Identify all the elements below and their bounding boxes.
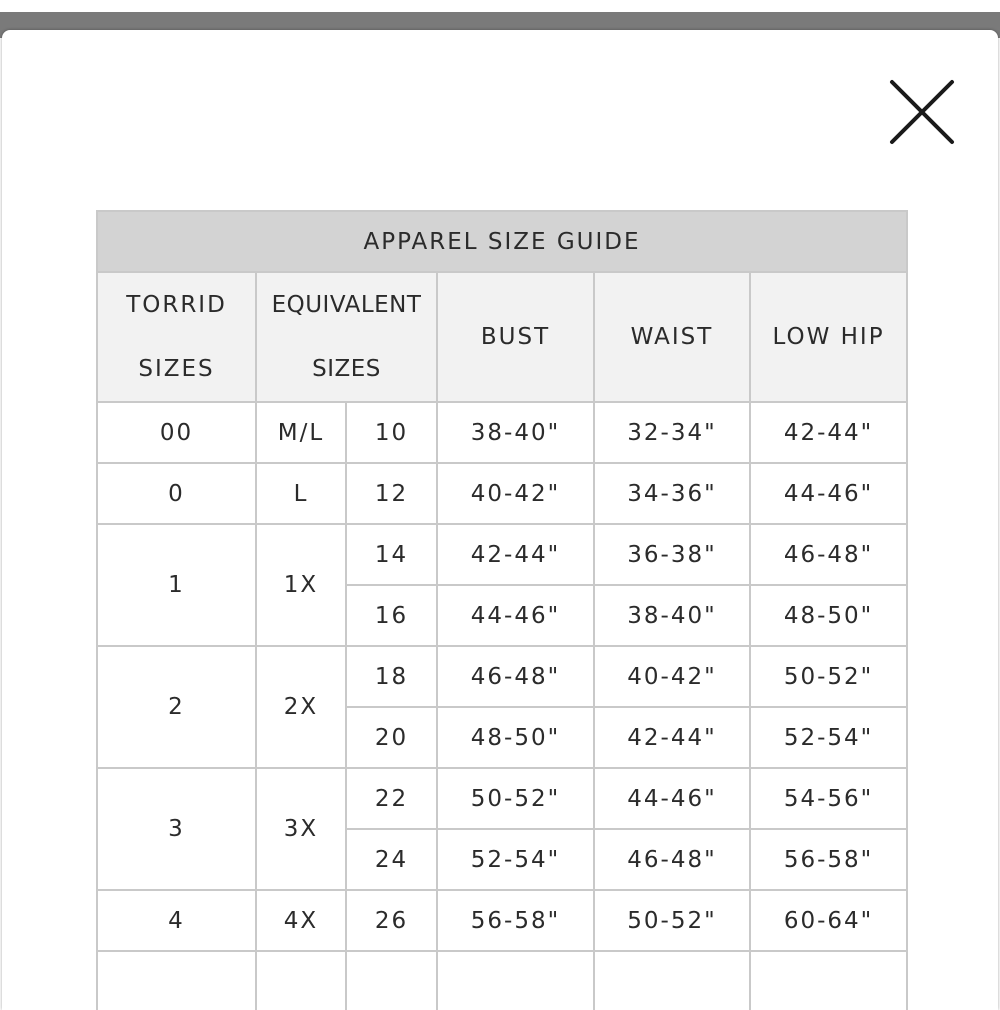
header-waist: WAIST (594, 272, 750, 402)
cell-waist: 44-46" (594, 768, 750, 829)
cell-bust: 50-52" (437, 768, 594, 829)
cell-bust (437, 951, 594, 1010)
cell-waist: 38-40" (594, 585, 750, 646)
cell-hip (750, 951, 907, 1010)
table-row (97, 890, 907, 951)
header-low-hip: LOW HIP (750, 272, 907, 402)
cell-torrid: 0 (97, 463, 256, 524)
cell-bust: 44-46" (437, 585, 594, 646)
cell-bust: 56-58" (437, 890, 594, 951)
table-row (97, 768, 907, 829)
close-button[interactable] (886, 76, 958, 148)
cell-letter: M/L (256, 402, 346, 463)
cell-waist: 36-38" (594, 524, 750, 585)
header-bust: BUST (437, 272, 594, 402)
header-torrid-line2: SIZES (138, 356, 215, 382)
cell-bust: 46-48" (437, 646, 594, 707)
cell-numeric: 16 (346, 585, 437, 646)
cell-waist: 32-34" (594, 402, 750, 463)
cell-waist: 46-48" (594, 829, 750, 890)
table-header-row (97, 272, 907, 402)
cell-hip: 60-64" (750, 890, 907, 951)
size-guide-modal (2, 30, 998, 1010)
cell-hip: 56-58" (750, 829, 907, 890)
cell-hip: 48-50" (750, 585, 907, 646)
table-title-row (97, 211, 907, 272)
size-guide-table (96, 210, 908, 1010)
cell-letter: 1X (256, 524, 346, 646)
cell-letter: 4X (256, 890, 346, 951)
cell-numeric: 22 (346, 768, 437, 829)
header-equiv-line1: EQUIVALENT (271, 292, 422, 318)
cell-numeric: 26 (346, 890, 437, 951)
cell-torrid (97, 951, 256, 1010)
table-row (97, 524, 907, 585)
cell-bust: 40-42" (437, 463, 594, 524)
table-title: APPAREL SIZE GUIDE (97, 211, 907, 272)
cell-letter: 2X (256, 646, 346, 768)
cell-numeric: 10 (346, 402, 437, 463)
table-row-partial (97, 951, 907, 1010)
cell-numeric: 14 (346, 524, 437, 585)
cell-letter (256, 951, 346, 1010)
cell-waist: 34-36" (594, 463, 750, 524)
cell-waist: 50-52" (594, 890, 750, 951)
cell-numeric: 24 (346, 829, 437, 890)
cell-letter: 3X (256, 768, 346, 890)
cell-torrid: 3 (97, 768, 256, 890)
cell-waist: 42-44" (594, 707, 750, 768)
header-torrid-line1: TORRID (126, 292, 227, 318)
cell-waist: 40-42" (594, 646, 750, 707)
cell-letter: L (256, 463, 346, 524)
cell-bust: 48-50" (437, 707, 594, 768)
cell-torrid: 1 (97, 524, 256, 646)
header-equivalent-sizes (256, 272, 437, 402)
cell-hip: 46-48" (750, 524, 907, 585)
header-equiv-line2: SIZES (312, 356, 381, 382)
cell-bust: 52-54" (437, 829, 594, 890)
cell-hip: 54-56" (750, 768, 907, 829)
cell-hip: 50-52" (750, 646, 907, 707)
close-icon (886, 76, 958, 148)
cell-torrid: 00 (97, 402, 256, 463)
cell-bust: 42-44" (437, 524, 594, 585)
cell-numeric: 18 (346, 646, 437, 707)
table-row (97, 402, 907, 463)
cell-numeric (346, 951, 437, 1010)
cell-hip: 42-44" (750, 402, 907, 463)
cell-torrid: 4 (97, 890, 256, 951)
cell-torrid: 2 (97, 646, 256, 768)
cell-waist (594, 951, 750, 1010)
cell-hip: 44-46" (750, 463, 907, 524)
cell-hip: 52-54" (750, 707, 907, 768)
table-row (97, 463, 907, 524)
cell-bust: 38-40" (437, 402, 594, 463)
header-torrid-sizes (97, 272, 256, 402)
cell-numeric: 12 (346, 463, 437, 524)
cell-numeric: 20 (346, 707, 437, 768)
table-row (97, 646, 907, 707)
